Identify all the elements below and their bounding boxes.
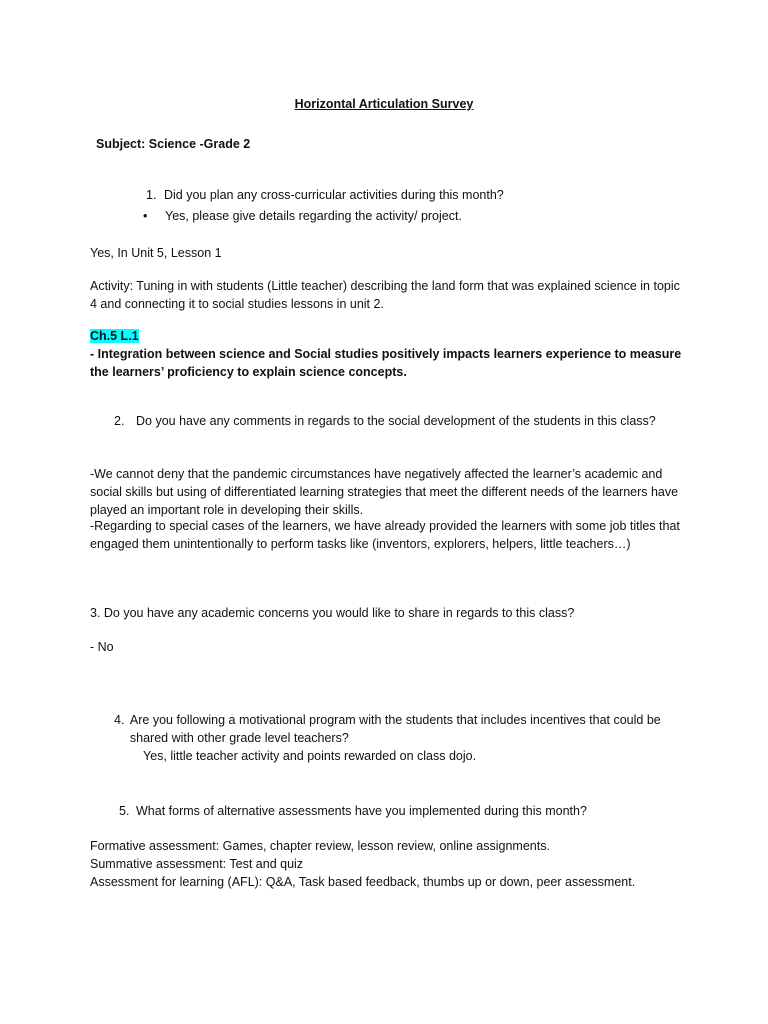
question-5	[119, 802, 679, 820]
question-1-text: Did you plan any cross-curricular activities during this month?	[164, 188, 504, 202]
answer-1-lesson: Yes, In Unit 5, Lesson 1	[90, 246, 222, 260]
question-4	[114, 711, 674, 747]
question-1	[146, 186, 706, 204]
answer-3: - No	[90, 640, 114, 654]
assessment-summative: Summative assessment: Test and quiz	[90, 857, 304, 871]
question-2-text: Do you have any comments in regards to the social development of the students in this class?	[136, 414, 656, 428]
question-4-number: 4.	[114, 713, 125, 727]
answer-1-activity: Activity: Tuning in with students (Little teacher) describing the land form that was explained science in topic 4 and connecting it to social studies lessons in unit 2.	[90, 279, 680, 311]
question-2	[114, 412, 694, 430]
integration-note: - Integration between science and Social studies positively impacts learners experience to measure the learners’ proficiency to explain science concepts.	[90, 347, 682, 379]
question-4-text: Are you following a motivational program with the students that includes incentives that could be shared with other grade level teachers?	[129, 713, 661, 745]
chapter-label-line	[90, 327, 690, 345]
assessment-list	[90, 837, 730, 891]
answer-2-paragraph-1: -We cannot deny that the pandemic circumstances have negatively affected the learner’s academic and social skills but using of differentiated learning strategies that meet the different needs of the learners have played an important role in developing their skills.	[90, 467, 679, 517]
subject-line: Subject: Science -Grade 2	[96, 137, 251, 151]
question-1-number: 1.	[146, 188, 157, 202]
document-title: Horizontal Articulation Survey	[294, 97, 474, 111]
question-5-number: 5.	[119, 804, 130, 818]
answer-2-paragraph-2: -Regarding to special cases of the learners, we have already provided the learners with some job titles that engaged them unintentionally to perform tasks like (inventors, explorers, helpers, little teachers…)	[90, 519, 680, 551]
assessment-formative: Formative assessment: Games, chapter review, lesson review, online assignments.	[90, 839, 550, 853]
chapter-label: Ch.5 L.1	[90, 329, 139, 343]
question-5-text: What forms of alternative assessments have you implemented during this month?	[136, 804, 587, 818]
assessment-afl: Assessment for learning (AFL): Q&A, Task based feedback, thumbs up or down, peer assessment.	[90, 875, 636, 889]
answer-4: Yes, little teacher activity and points rewarded on class dojo.	[143, 749, 477, 763]
question-2-number: 2.	[114, 414, 125, 428]
question-3: 3. Do you have any academic concerns you would like to share in regards to this class?	[90, 606, 575, 620]
question-1-bullet-text: Yes, please give details regarding the activity/ project.	[165, 209, 462, 223]
bullet-icon: •	[143, 209, 148, 223]
question-1-bullet	[143, 207, 462, 225]
